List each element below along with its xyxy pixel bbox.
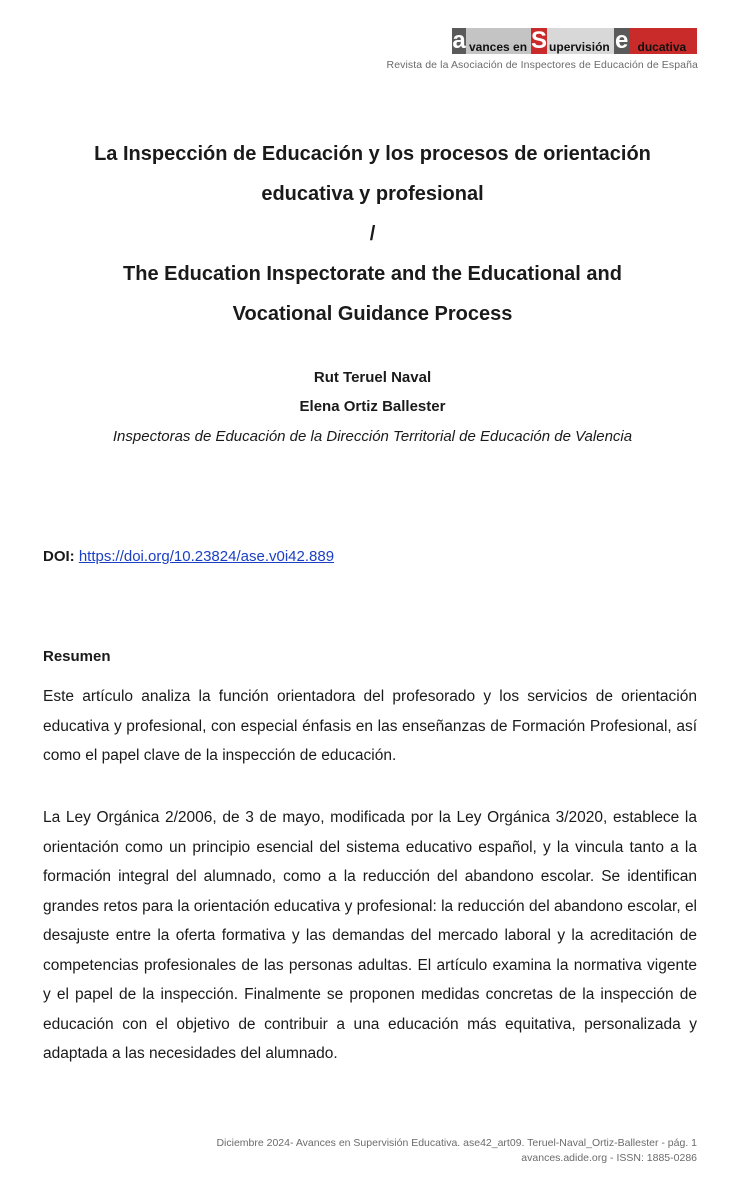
author-2: Elena Ortiz Ballester	[299, 398, 446, 415]
abstract-paragraph-1: Este artículo analiza la función orientadora del profesorado y los servicios de orientación educativa y profesional, con especial énfasis en las enseñanzas de Formación Profesional, así como el papel clave de la inspección de educación.	[43, 688, 697, 764]
logo-letter-e: e	[615, 27, 629, 54]
title-line-1: La Inspección de Educación y los procesos de orientación	[94, 143, 651, 165]
logo-text-avances: vances en	[466, 28, 531, 54]
logo-letter-a: a	[452, 27, 466, 54]
title-line-3: The Education Inspectorate and the Educational and	[123, 263, 622, 285]
abstract-heading: Resumen	[43, 648, 111, 665]
journal-tagline: Revista de la Asociación de Inspectores de Educación de España	[386, 59, 698, 71]
footer-issn: avances.adide.org - ISSN: 1885-0286	[521, 1152, 697, 1164]
doi-label: DOI:	[43, 548, 75, 565]
author-1: Rut Teruel Naval	[313, 369, 432, 386]
logo-text-educativa: ducativa	[630, 28, 697, 54]
paper-title	[0, 134, 745, 334]
footer-citation: Diciembre 2024- Avances en Supervisión Educativa. ase42_art09. Teruel-Naval_Ortiz-Ballester - pág. 1	[216, 1137, 697, 1149]
doi-link[interactable]: https://doi.org/10.23824/ase.v0i42.889	[78, 548, 335, 565]
title-line-4: Vocational Guidance Process	[232, 303, 513, 325]
doi-line	[43, 548, 334, 565]
abstract-paragraph-2: La Ley Orgánica 2/2006, de 3 de mayo, modificada por la Ley Orgánica 3/2020, establece la orientación como un principio esencial del sistema educativo español, y la vincula tanto a la formación integral del alumnado, como a la reducción del abandono escolar. Se identifican grandes retos para la orientación educativa y profesional: la reducción del abandono escolar, el desajuste entre la oferta formativa y las demandas del mercado laboral y la acreditación de competencias profesionales de las personas adultas. El artículo examina la normativa vigente y el papel de la inspección. Finalmente se proponen medidas concretas de la inspección de educación con el objetivo de contribuir a una educación más equitativa, personalizada y adaptada a las necesidades del alumnado.	[43, 809, 698, 1062]
page-footer	[216, 1136, 697, 1166]
title-line-2: educativa y profesional	[261, 183, 484, 205]
author-affiliation: Inspectoras de Educación de la Dirección Territorial de Educación de Valencia	[112, 428, 633, 445]
title-separator: /	[369, 223, 376, 245]
logo-text-supervision: upervisión	[547, 28, 614, 54]
logo-letter-s: S	[531, 27, 548, 54]
journal-logo	[452, 28, 697, 54]
